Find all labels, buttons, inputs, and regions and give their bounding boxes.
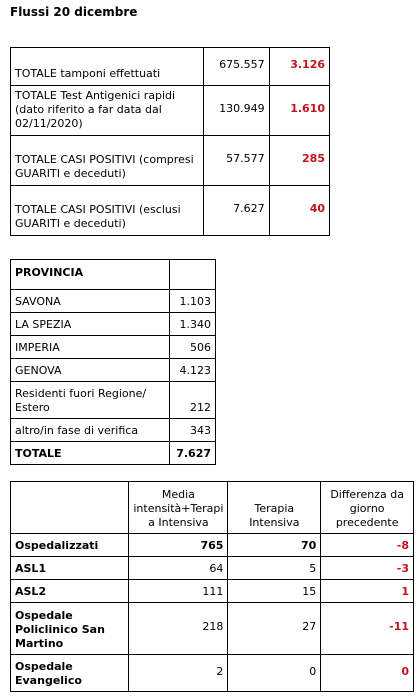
hospital-media: 111: [129, 580, 228, 603]
summary-delta: 1.610: [269, 86, 329, 136]
hospital-name: Ospedalizzati: [11, 534, 129, 557]
table-row: [11, 557, 414, 580]
table-row: [11, 419, 216, 442]
province-name: altro/in fase di verifica: [11, 419, 170, 442]
province-total-value: 7.627: [170, 442, 216, 465]
hospital-name: Ospedale Evangelico: [11, 655, 129, 692]
table-row: [11, 48, 330, 86]
hospital-name: Ospedale Policlinico San Martino: [11, 603, 129, 655]
table-row: [11, 136, 330, 186]
hospital-terapia: 5: [228, 557, 321, 580]
summary-table: [10, 47, 330, 236]
summary-value: 57.577: [203, 136, 269, 186]
province-value: 1.103: [170, 290, 216, 313]
hospital-diff: 1: [321, 580, 414, 603]
hospital-diff: -11: [321, 603, 414, 655]
hospital-terapia: 27: [228, 603, 321, 655]
hospital-media: 218: [129, 603, 228, 655]
province-name: LA SPEZIA: [11, 313, 170, 336]
hospital-table: [10, 481, 414, 692]
hospital-media: 64: [129, 557, 228, 580]
table-row: [11, 655, 414, 692]
province-value: 343: [170, 419, 216, 442]
table-row: [11, 534, 414, 557]
hospital-media: 765: [129, 534, 228, 557]
hospital-name: ASL1: [11, 557, 129, 580]
table-row: [11, 86, 330, 136]
summary-value: 130.949: [203, 86, 269, 136]
hospital-terapia: 15: [228, 580, 321, 603]
table-header-row: [11, 260, 216, 290]
table-row: [11, 313, 216, 336]
province-header: PROVINCIA: [11, 260, 170, 290]
table-row: [11, 603, 414, 655]
province-name: GENOVA: [11, 359, 170, 382]
table-total-row: [11, 442, 216, 465]
summary-label: TOTALE Test Antigenici rapidi (dato riferito a far data dal 02/11/2020): [11, 86, 204, 136]
table-row: [11, 382, 216, 419]
table-row: [11, 580, 414, 603]
hospital-diff: -8: [321, 534, 414, 557]
province-value: 506: [170, 336, 216, 359]
province-value: 212: [170, 382, 216, 419]
header-diff: Differenza da giorno precedente: [321, 482, 414, 534]
province-value: 1.340: [170, 313, 216, 336]
province-total-label: TOTALE: [11, 442, 170, 465]
summary-delta: 3.126: [269, 48, 329, 86]
province-value: 4.123: [170, 359, 216, 382]
summary-delta: 285: [269, 136, 329, 186]
hospital-diff: -3: [321, 557, 414, 580]
province-table: [10, 259, 216, 465]
hospital-header-empty: [11, 482, 129, 534]
hospital-name: ASL2: [11, 580, 129, 603]
province-header-empty: [170, 260, 216, 290]
summary-value: 675.557: [203, 48, 269, 86]
province-name: Residenti fuori Regione/ Estero: [11, 382, 170, 419]
header-media: Media intensità+Terapi a Intensiva: [129, 482, 228, 534]
table-row: [11, 186, 330, 236]
hospital-diff: 0: [321, 655, 414, 692]
hospital-terapia: 70: [228, 534, 321, 557]
summary-label: TOTALE CASI POSITIVI (compresi GUARITI e deceduti): [11, 136, 204, 186]
summary-label: TOTALE tamponi effettuati: [11, 48, 204, 86]
page-title: Flussi 20 dicembre: [10, 5, 138, 19]
province-name: SAVONA: [11, 290, 170, 313]
table-row: [11, 359, 216, 382]
hospital-media: 2: [129, 655, 228, 692]
hospital-terapia: 0: [228, 655, 321, 692]
summary-delta: 40: [269, 186, 329, 236]
summary-label: TOTALE CASI POSITIVI (esclusi GUARITI e deceduti): [11, 186, 204, 236]
table-header-row: [11, 482, 414, 534]
header-terapia: Terapia Intensiva: [228, 482, 321, 534]
summary-value: 7.627: [203, 186, 269, 236]
province-name: IMPERIA: [11, 336, 170, 359]
table-row: [11, 290, 216, 313]
table-row: [11, 336, 216, 359]
